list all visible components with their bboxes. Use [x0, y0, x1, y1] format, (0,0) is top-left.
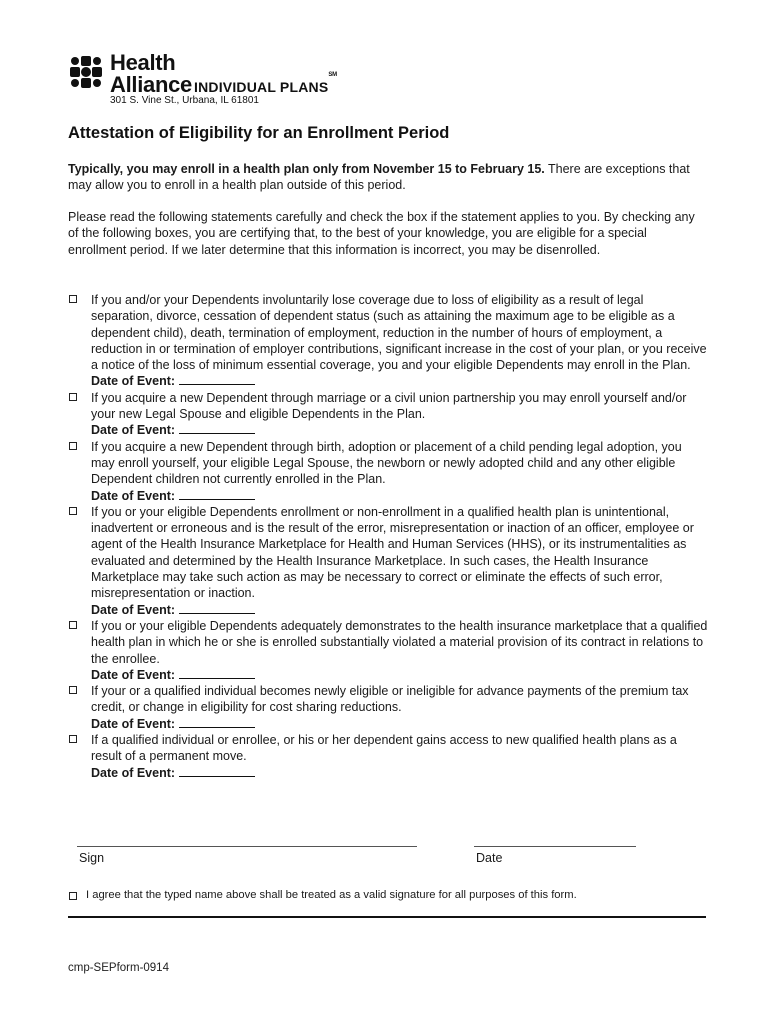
date-of-event-row [91, 488, 708, 504]
eligibility-statement [68, 504, 708, 618]
statement-text: If you acquire a new Dependent through marriage or a civil union partnership you may enroll yourself and/or your new Legal Spouse and eligible Dependents in the Plan. [91, 390, 687, 422]
date-of-event-field[interactable] [179, 373, 255, 385]
instructions-paragraph: Please read the following statements carefully and check the box if the statement applies to you. By checking any of the following boxes, you are certifying that, to the best of your knowledge, you are eligible for a special enrollment period. If we later determine that this information is incorrect, you may be disenrolled. [68, 210, 695, 257]
signature-field[interactable] [77, 846, 417, 847]
date-of-event-label: Date of Event: [91, 423, 176, 438]
date-of-event-label: Date of Event: [91, 602, 176, 617]
agreement-checkbox[interactable] [69, 892, 77, 900]
eligibility-statement [68, 390, 708, 439]
date-of-event-label: Date of Event: [91, 667, 176, 682]
date-of-event-field[interactable] [179, 716, 255, 728]
date-of-event-field[interactable] [179, 422, 255, 434]
eligibility-statement [68, 618, 708, 683]
logo-individual-plans: INDIVIDUAL PLANS [193, 79, 329, 95]
bottom-divider [68, 916, 706, 918]
statement-checkbox[interactable] [69, 442, 77, 450]
date-label: Date [476, 851, 503, 865]
eligibility-statement [68, 292, 708, 390]
company-address: 301 S. Vine St., Urbana, IL 61801 [110, 95, 259, 106]
statement-text: If you or your eligible Dependents adequately demonstrates to the health insurance marketplace that a qualified health plan in which he or she is enrolled substantially violated a material provision of its contract in relations to the enrollee. [91, 618, 708, 666]
date-of-event-field[interactable] [179, 602, 255, 614]
statement-checkbox[interactable] [69, 621, 77, 629]
statement-text: If a qualified individual or enrollee, or his or her dependent gains access to new qualified health plans as a result of a permanent move. [91, 733, 677, 764]
health-alliance-logo-mark-icon [68, 54, 104, 90]
eligibility-statement [68, 683, 708, 732]
logo-wordmark-health: Health [110, 50, 176, 75]
statement-text: If you and/or your Dependents involuntarily lose coverage due to loss of eligibility as a result of legal separation, divorce, cessation of dependent status (such as attaining the maximum age to be eligible as a dependent child), death, termination of employment, reduction in the number of hours of employment, a reduction in or termination of employer contributions, significant increase in the cost of your plan, or you receive a notice of the loss of minimum essential coverage, you and your eligible Dependents may enroll in the Plan. [91, 293, 707, 373]
date-of-event-row [91, 602, 708, 618]
intro-bold-text: Typically, you may enroll in a health plan only from November 15 to February 15. [68, 162, 545, 176]
logo-alliance-text: Alliance [110, 72, 192, 97]
date-of-event-label: Date of Event: [91, 716, 176, 731]
logo-service-mark: SM [328, 72, 337, 78]
sign-label: Sign [79, 851, 105, 865]
statement-text: If your or a qualified individual becomes newly eligible or ineligible for advance payments of the premium tax credit, or change in eligibility for cost sharing reductions. [91, 684, 689, 715]
statement-checkbox[interactable] [69, 686, 77, 694]
agreement-text: I agree that the typed name above shall be treated as a valid signature for all purposes of this form. [86, 889, 577, 901]
date-of-event-row [91, 373, 708, 389]
date-of-event-row [91, 422, 708, 438]
intro-paragraph [68, 161, 708, 194]
eligibility-statement [68, 732, 708, 781]
signature-date-field[interactable] [474, 846, 636, 847]
statement-text: If you acquire a new Dependent through birth, adoption or placement of a child pending legal adoption, you may enroll yourself, your eligible Legal Spouse, the newborn or newly adopted child and any other eligible Dependent children not currently enrolled in the Plan. [91, 439, 682, 487]
date-of-event-field[interactable] [179, 667, 255, 679]
eligibility-statement-list [68, 292, 708, 781]
date-of-event-label: Date of Event: [91, 374, 176, 389]
date-of-event-row [91, 765, 708, 781]
date-of-event-field[interactable] [179, 488, 255, 500]
health-alliance-logo [68, 52, 388, 98]
eligibility-statement [68, 439, 708, 504]
date-of-event-field[interactable] [179, 765, 255, 777]
page-title: Attestation of Eligibility for an Enrollment Period [68, 124, 450, 142]
date-of-event-label: Date of Event: [91, 488, 176, 503]
statement-checkbox[interactable] [69, 295, 77, 303]
date-of-event-label: Date of Event: [91, 765, 176, 780]
statement-text: If you or your eligible Dependents enrollment or non-enrollment in a qualified health plan is unintentional, inadvertent or erroneous and is the result of the error, misrepresentation or inaction of an officer, employee or agent of the Health Insurance Marketplace for Health and Human Services (HHS), or its instrumentalities as evaluated and determined by the Health Insurance Marketplace. In such cases, the Health Insurance Marketplace may take such action as may be necessary to correct or eliminate the effects of such error, misrepresentation or inaction. [91, 504, 694, 601]
date-of-event-row [91, 716, 708, 732]
date-of-event-row [91, 667, 708, 683]
statement-checkbox[interactable] [69, 393, 77, 401]
statement-checkbox[interactable] [69, 507, 77, 515]
intro-rest-text: There are exceptions that may allow you to enroll in a health plan outside of this period. [68, 162, 690, 193]
form-id-footer: cmp-SEPform-0914 [68, 962, 169, 974]
statement-checkbox[interactable] [69, 735, 77, 743]
